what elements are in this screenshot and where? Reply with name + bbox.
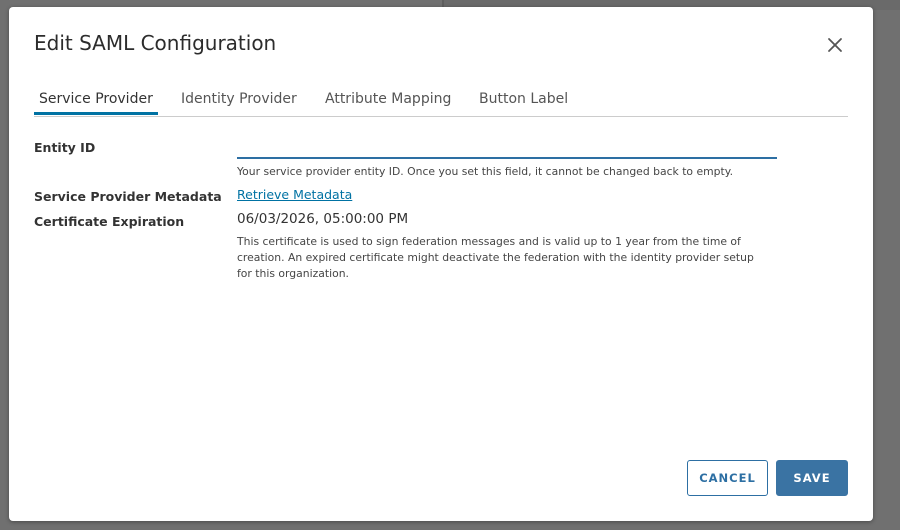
tab-button-label[interactable]: Button Label: [479, 91, 569, 107]
cancel-button[interactable]: CANCEL: [687, 460, 768, 496]
entity-id-helper-text: Your service provider entity ID. Once you set this field, it cannot be changed back to empty.: [237, 165, 734, 178]
edit-saml-dialog: [9, 7, 873, 521]
certificate-expiration-label: Certificate Expiration: [34, 214, 185, 229]
close-icon: [824, 34, 846, 56]
certificate-helper-text: This certificate is used to sign federation messages and is valid up to 1 year from the time of creation. An expired certificate might deactivate the federation with the identity provider setup for this organization.: [237, 235, 754, 280]
tab-bar: [34, 89, 848, 117]
save-button[interactable]: SAVE: [776, 460, 848, 496]
tab-identity-provider[interactable]: Identity Provider: [181, 91, 297, 107]
certificate-expiration-value: 06/03/2026, 05:00:00 PM: [237, 211, 409, 227]
tab-attribute-mapping[interactable]: Attribute Mapping: [325, 91, 452, 107]
sp-metadata-label: Service Provider Metadata: [34, 189, 222, 204]
entity-id-label: Entity ID: [34, 140, 96, 155]
close-button[interactable]: [824, 34, 846, 56]
retrieve-metadata-link[interactable]: Retrieve Metadata: [237, 187, 353, 202]
entity-id-input[interactable]: [237, 139, 777, 159]
dialog-title: Edit SAML Configuration: [34, 31, 277, 55]
tab-service-provider[interactable]: Service Provider: [34, 91, 158, 115]
